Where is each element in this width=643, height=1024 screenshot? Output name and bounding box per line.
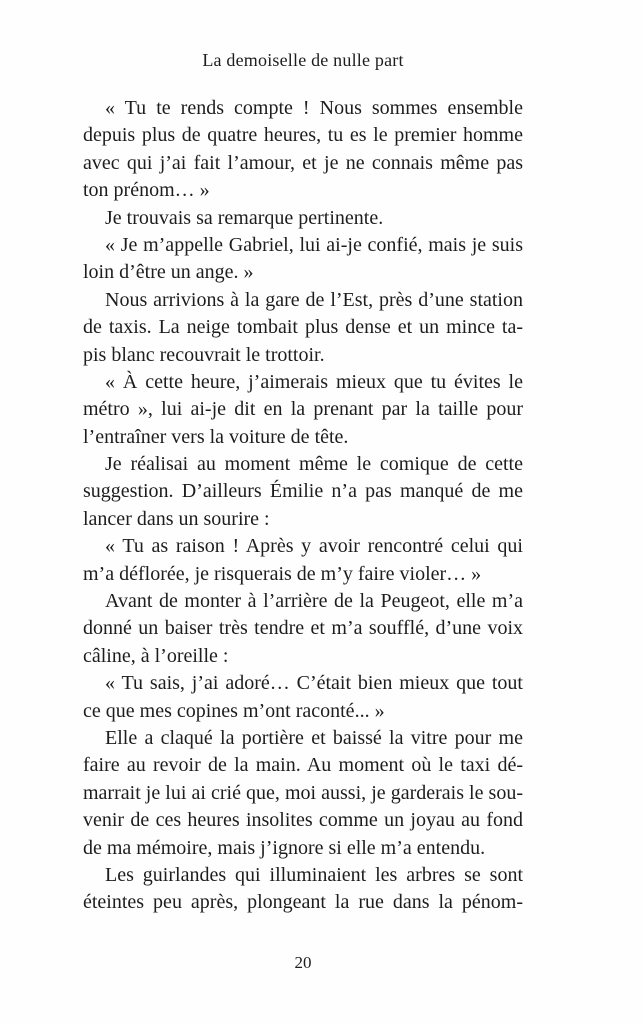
text-line: suggestion. D’ailleurs Émilie n’a pas manqué de me — [83, 480, 523, 503]
text-line: marrait je lui ai crié que, moi aussi, je garderais le sou- — [83, 781, 523, 804]
text-line: avec qui j’ai fait l’amour, et je ne connais même pas — [83, 151, 523, 174]
text-line: donné un baiser très tendre et m’a soufflé, d’une voix — [83, 617, 523, 640]
text-line: Je trouvais sa remarque pertinente. — [105, 206, 384, 229]
paragraph — [83, 533, 523, 588]
text-line: « Je m’appelle Gabriel, lui ai-je confié, mais je suis — [105, 233, 523, 256]
text-line: pis blanc recouvrait le trottoir. — [83, 343, 325, 366]
text-line: m’a déflorée, je risquerais de m’y faire violer… » — [83, 562, 482, 585]
text-line: faire au revoir de la main. Au moment où le taxi dé- — [83, 754, 523, 777]
paragraph — [83, 451, 523, 533]
text-line: éteintes peu après, plongeant la rue dans la pénom- — [83, 891, 523, 914]
text-line: de taxis. La neige tombait plus dense et un mince ta- — [83, 316, 523, 339]
text-line: ce que mes copines m’ont raconté... » — [83, 699, 385, 722]
page-body — [83, 95, 523, 917]
text-line: « Tu sais, j’ai adoré… C’était bien mieux que tout — [105, 672, 523, 695]
paragraph — [83, 670, 523, 725]
text-line: l’entraîner vers la voiture de tête. — [83, 425, 349, 448]
text-line: venir de ces heures insolites comme un joyau au fond — [83, 809, 523, 832]
text-line: Avant de monter à l’arrière de la Peugeot, elle m’a — [105, 590, 523, 613]
text-line: de ma mémoire, mais j’ignore si elle m’a entendu. — [83, 836, 486, 859]
paragraph — [83, 205, 523, 232]
text-line: Les guirlandes qui illuminaient les arbres se sont — [105, 863, 523, 886]
text-line: ton prénom… » — [83, 179, 210, 202]
text-line: câline, à l’oreille : — [83, 644, 229, 667]
text-line: depuis plus de quatre heures, tu es le premier homme — [83, 124, 523, 147]
paragraph — [83, 232, 523, 287]
paragraph — [83, 862, 523, 917]
page-number: 20 — [294, 953, 312, 972]
text-line: « Tu as raison ! Après y avoir rencontré celui qui — [105, 535, 523, 558]
text-line: « Tu te rends compte ! Nous sommes ensemble — [105, 97, 523, 119]
text-line: lancer dans un sourire : — [83, 507, 270, 530]
text-line: Elle a claqué la portière et baissé la vitre pour me — [105, 726, 523, 749]
running-title: La demoiselle de nulle part — [202, 50, 404, 70]
text-line: loin d’être un ange. » — [83, 261, 254, 284]
text-line: Nous arrivions à la gare de l’Est, près d’une station — [105, 288, 523, 311]
text-line: métro », lui ai-je dit en la prenant par la taille pour — [83, 398, 523, 421]
paragraph — [83, 95, 523, 205]
paragraph — [83, 287, 523, 369]
paragraph — [83, 725, 523, 862]
paragraph — [83, 588, 523, 670]
paragraph — [83, 369, 523, 451]
text-line: « À cette heure, j’aimerais mieux que tu évites le — [105, 370, 523, 393]
text-line: Je réalisai au moment même le comique de cette — [105, 453, 523, 476]
